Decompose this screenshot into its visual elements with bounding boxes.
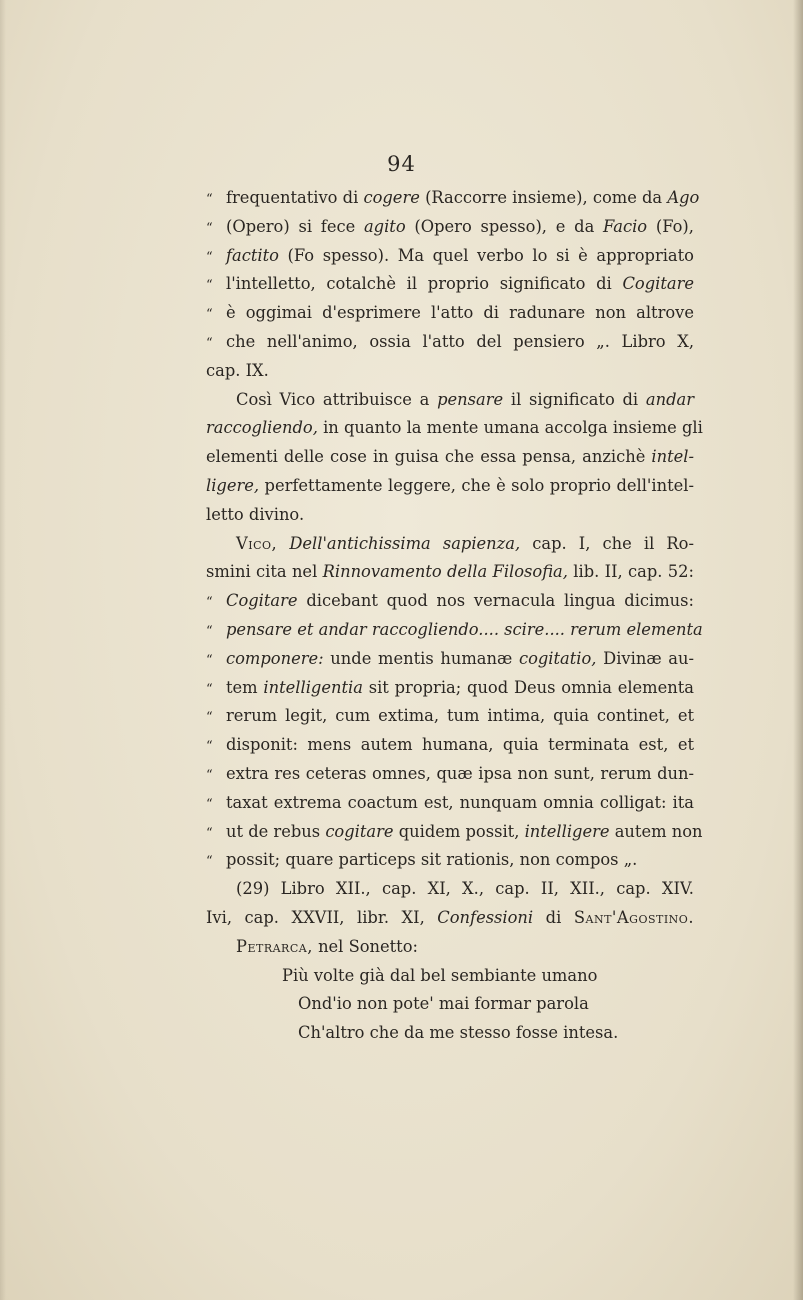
quote-mark: “ xyxy=(206,825,213,841)
author-name: Petrarca, xyxy=(236,936,313,956)
italic-word: raccogliendo, xyxy=(206,418,318,438)
page-gutter-shadow xyxy=(0,0,6,1300)
text-line xyxy=(206,645,694,674)
text-run: possit; quare particeps sit rationis, non compos „. xyxy=(226,850,638,870)
quote-mark: “ xyxy=(206,307,213,323)
quote-mark: “ xyxy=(206,335,213,351)
text-run: quidem possit, xyxy=(398,821,520,841)
text-run: disponit: mens autem humana, quia terminata est, et xyxy=(226,735,694,755)
page-edge-shadow xyxy=(793,0,803,1300)
italic-word: ligere, xyxy=(206,475,260,495)
verse-line: Ond'io non pote' mai formar parola xyxy=(298,994,589,1014)
text-run: (Opero) si fece xyxy=(226,216,356,236)
text-line xyxy=(206,414,703,443)
italic-word: componere: xyxy=(226,648,324,668)
quote-mark: “ xyxy=(206,249,213,265)
italic-word: cogitatio, xyxy=(518,648,597,668)
text-run: il significato di xyxy=(510,389,639,409)
quote-mark: “ xyxy=(206,220,213,236)
text-run: Così Vico attribuisce a xyxy=(236,389,430,409)
italic-word: cogere xyxy=(363,188,420,207)
text-line xyxy=(206,184,700,213)
quote-mark: “ xyxy=(206,192,213,207)
text-run: (Opero spesso), e da xyxy=(414,216,595,236)
text-line xyxy=(206,270,694,299)
quote-mark: “ xyxy=(206,854,213,870)
italic-word: et xyxy=(297,619,314,639)
text-line xyxy=(206,328,694,357)
text-line xyxy=(206,530,694,559)
text-run: lib. II, cap. 52: xyxy=(573,562,694,582)
quote-mark: “ xyxy=(206,710,213,726)
quote-mark: “ xyxy=(206,681,213,697)
footnote-line xyxy=(206,904,694,933)
text-run: autem non xyxy=(614,821,703,841)
italic-word: andar xyxy=(645,389,694,409)
text-line xyxy=(206,846,694,875)
text-line xyxy=(206,357,694,386)
italic-word: intel- xyxy=(651,447,694,467)
text-run: Divinæ au- xyxy=(603,648,694,668)
text-run: nel Sonetto: xyxy=(318,936,419,956)
quote-mark: “ xyxy=(206,623,213,639)
text-run: extra res ceteras omnes, quæ ipsa non sunt, rerum dun- xyxy=(226,763,694,783)
page-number: 94 xyxy=(387,152,416,176)
author-name: Sant'Agostino. xyxy=(573,907,694,927)
text-run: smini cita nel xyxy=(206,562,318,582)
quote-mark: “ xyxy=(206,278,213,294)
text-line xyxy=(206,558,694,587)
verse-line: Più volte già dal bel sembiante umano xyxy=(282,965,598,985)
italic-word: Cogitare xyxy=(226,591,298,611)
text-line xyxy=(206,501,694,530)
body-text xyxy=(206,184,703,1048)
verse-line: Ch'altro che da me stesso fosse intesa. xyxy=(298,1023,619,1043)
text-line xyxy=(206,760,694,789)
text-run: (Fo), xyxy=(655,216,694,236)
text-run: è oggimai d'esprimere l'atto di radunare non altrove xyxy=(226,303,694,323)
text-run: rerum legit, cum extima, tum intima, quia continet, et xyxy=(226,706,694,726)
footnote-line xyxy=(206,875,694,904)
text-line xyxy=(206,443,694,472)
text-run: Ivi, cap. XXVII, libr. XI, xyxy=(206,907,425,927)
text-run: taxat extrema coactum est, nunquam omnia colligat: ita xyxy=(226,792,694,812)
book-title: Rinnovamento della Filosofia, xyxy=(322,562,568,582)
text-run: sit propria; quod Deus omnia elementa xyxy=(368,677,694,697)
text-line xyxy=(206,299,694,328)
text-run: tem xyxy=(226,677,258,697)
text-run: ut de rebus xyxy=(226,821,321,841)
text-run: (29) Libro XII., cap. XI, X., cap. II, XII., cap. XIV. xyxy=(236,879,694,899)
text-run: in quanto la mente umana accolga insieme gli xyxy=(323,418,703,438)
italic-word: intelligentia xyxy=(263,677,363,697)
quote-mark: “ xyxy=(206,796,213,812)
text-line xyxy=(206,472,694,501)
text-run: l'intelletto, cotalchè il proprio significato di xyxy=(226,274,612,294)
text-line xyxy=(206,818,703,847)
italic-word: cogitare xyxy=(325,821,394,841)
quote-mark: “ xyxy=(206,652,213,668)
text-run: (Fo spesso). Ma quel verbo lo si è appropriato xyxy=(287,245,694,265)
book-title: Dell'antichissima sapienza, xyxy=(289,533,521,553)
text-run: cap. IX. xyxy=(206,360,269,380)
text-line xyxy=(206,702,694,731)
italic-word: agito xyxy=(363,216,406,236)
italic-word: Cogitare xyxy=(622,274,694,294)
text-run: elementi delle cose in guisa che essa pensa, anzichè xyxy=(206,447,646,467)
book-title: Confessioni xyxy=(437,907,534,927)
quote-mark: “ xyxy=(206,767,213,783)
text-run: cap. I, che il Ro- xyxy=(532,533,694,553)
quote-mark: “ xyxy=(206,595,213,611)
text-line xyxy=(206,731,694,760)
text-run: di xyxy=(545,907,562,927)
text-line xyxy=(206,674,694,703)
text-line xyxy=(206,386,694,415)
italic-word: factito xyxy=(226,245,279,265)
text-line xyxy=(206,213,694,242)
footnote-line xyxy=(206,933,694,962)
italic-word: Ago xyxy=(667,188,700,207)
text-run: dicebant quod nos vernacula lingua dicimus: xyxy=(306,591,694,611)
text-line xyxy=(206,616,703,645)
text-line xyxy=(206,242,694,271)
text-run: (Raccorre insieme), come da xyxy=(425,188,663,207)
text-run: che nell'animo, ossia l'atto del pensiero „. Libro X, xyxy=(226,331,694,351)
italic-word: pensare xyxy=(226,619,293,639)
italic-word: andar raccogliendo.... scire.... rerum elementa xyxy=(318,619,703,639)
text-run: frequentativo di xyxy=(226,188,359,207)
text-run: unde mentis humanæ xyxy=(330,648,513,668)
text-run: perfettamente leggere, che è solo proprio dell'intel- xyxy=(264,475,694,495)
italic-word: pensare xyxy=(437,389,504,409)
italic-word: intelligere xyxy=(524,821,610,841)
quote-mark: “ xyxy=(206,739,213,755)
author-name: Vico, xyxy=(236,533,278,553)
italic-word: Facio xyxy=(603,216,648,236)
text-line xyxy=(206,789,694,818)
text-line xyxy=(206,587,694,616)
text-run: letto divino. xyxy=(206,504,305,524)
